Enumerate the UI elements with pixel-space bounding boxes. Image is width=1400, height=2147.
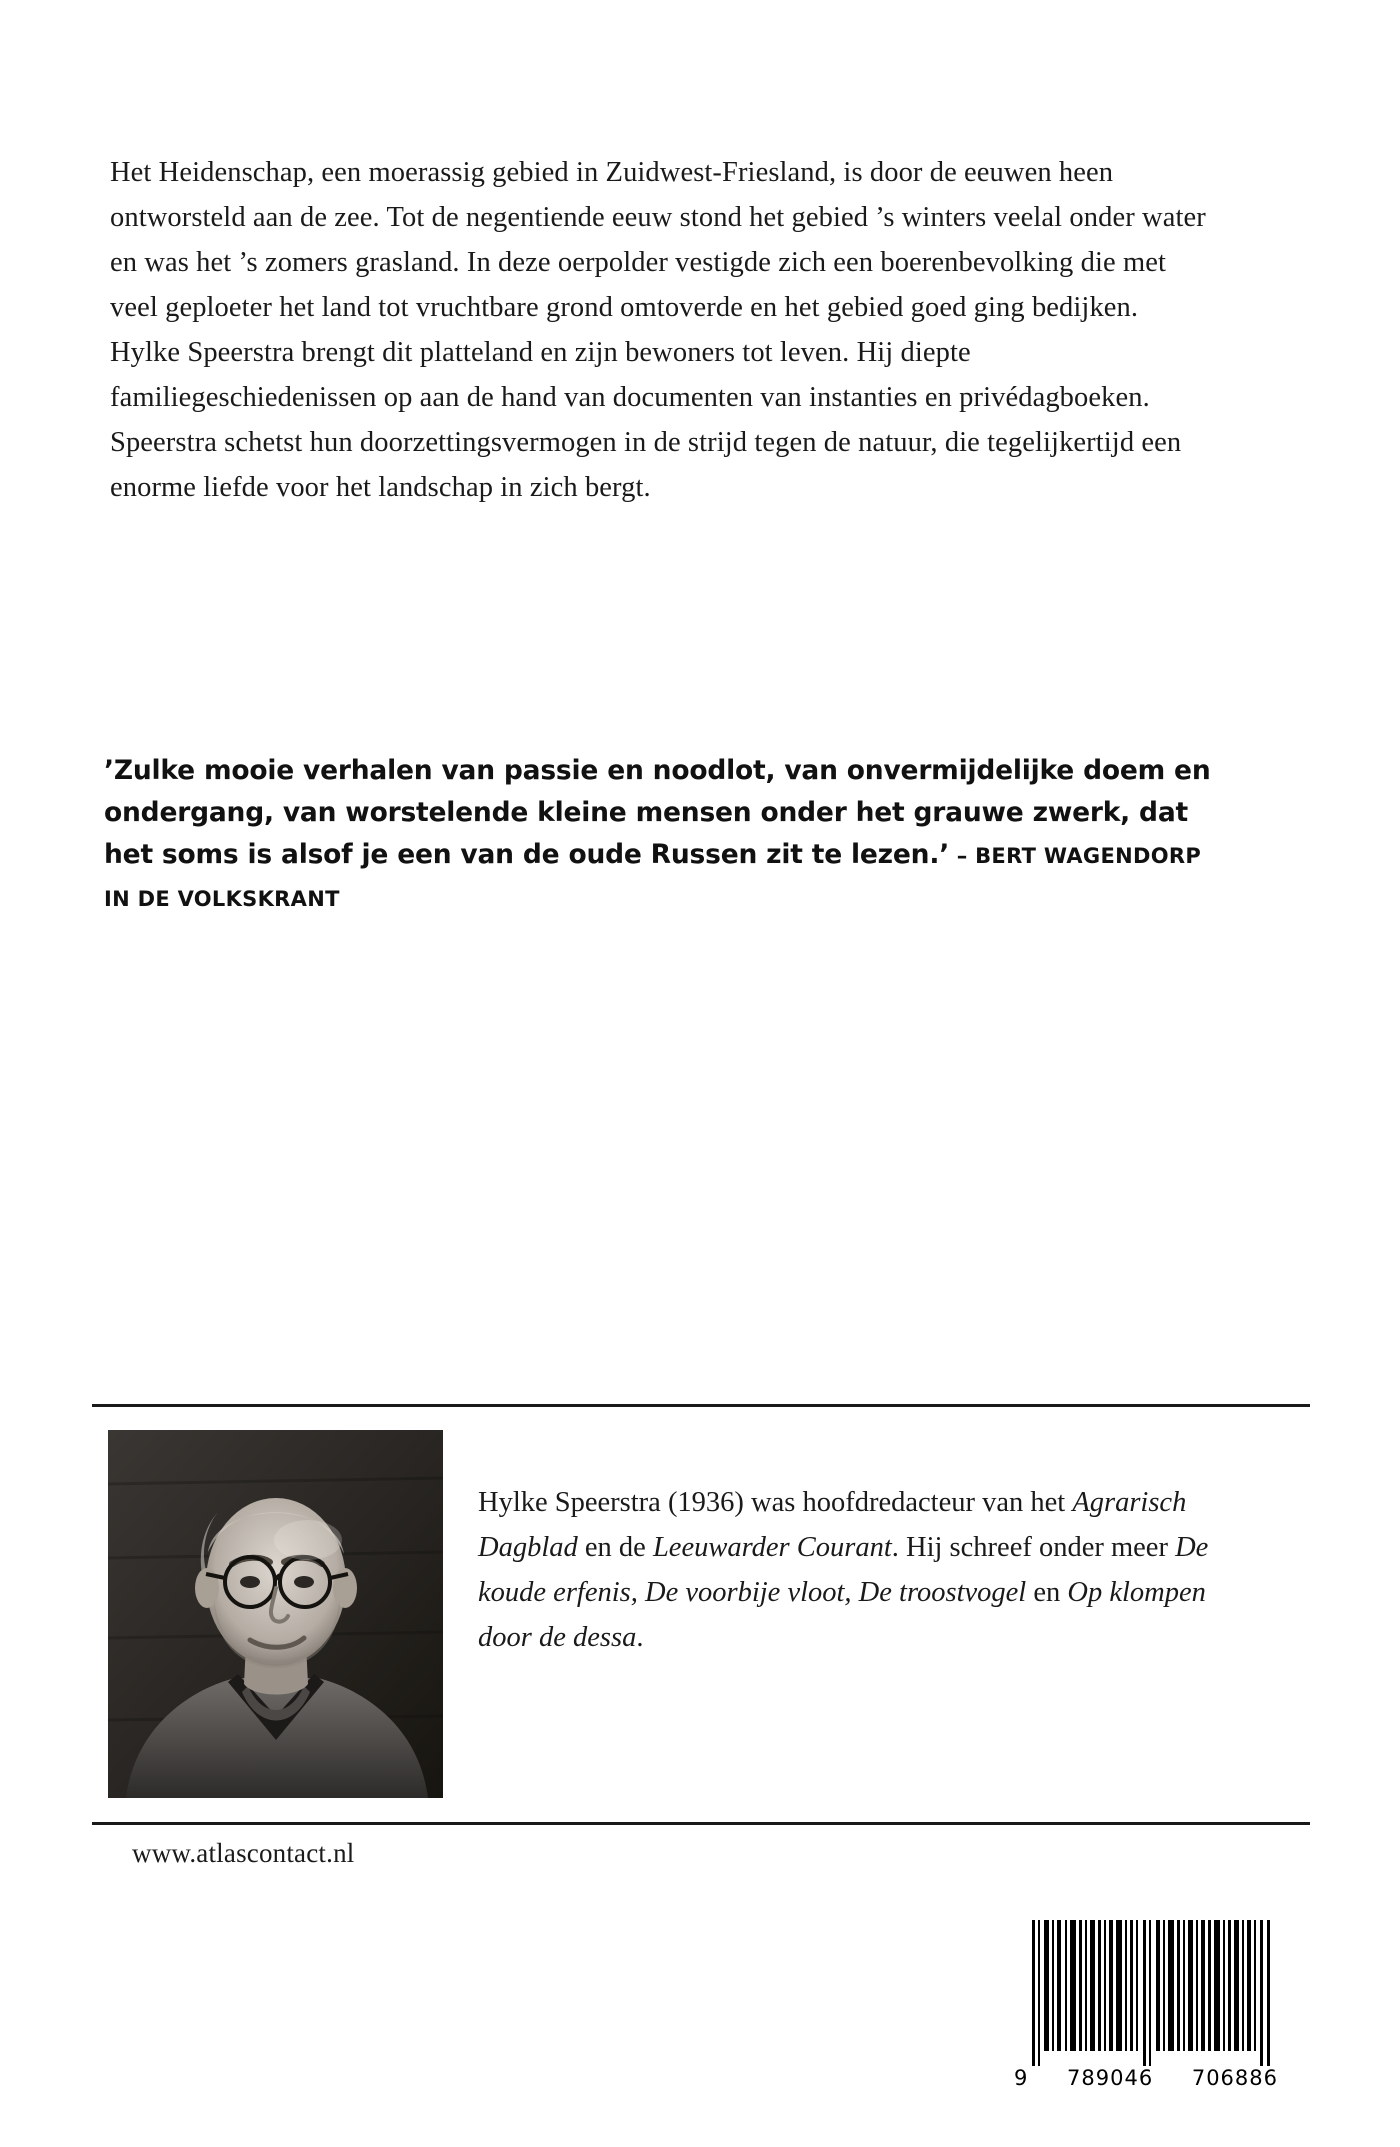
author-bio-title-4: Op klompen door de dessa (478, 1577, 1206, 1653)
pull-quote-attribution-prefix: – BERT WAGENDORP IN (104, 844, 1202, 911)
author-bio-part-2: en de (577, 1532, 653, 1563)
author-bio-title-3: De koude erfenis, De voorbije vloot, De troostvogel (478, 1532, 1209, 1608)
author-photo (108, 1430, 443, 1798)
pull-quote (104, 750, 1224, 920)
barcode-digits (1014, 2066, 1278, 2090)
divider-bottom (92, 1822, 1310, 1825)
publisher-website-link[interactable]: www.atlascontact.nl (132, 1838, 355, 1868)
author-bio-title-2: Leeuwarder Courant (652, 1532, 892, 1563)
divider-top (92, 1404, 1310, 1407)
author-bio-part-1: Hylke Speerstra (1936) was hoofdredacteur van het (478, 1487, 1073, 1518)
barcode-bars-icon (1028, 1920, 1278, 2066)
barcode-lead-digit: 9 (1014, 2066, 1029, 2090)
author-bio-part-3: . Hij schreef onder meer (891, 1532, 1176, 1563)
author-bio (478, 1480, 1238, 1660)
author-bio-part-4: en (1026, 1577, 1068, 1608)
pull-quote-text: ’Zulke mooie verhalen van passie en noodlot, van onvermijdelijke doem en ondergang, van worstelende kleine mensen onder het grauwe zwerk, dat het soms is alsof je een van de oude Russen zit te lezen.’ (104, 755, 1211, 870)
author-bio-part-5: . (636, 1622, 644, 1653)
pull-quote-source: DE VOLKSKRANT (137, 887, 340, 911)
barcode (1014, 1920, 1278, 2095)
author-bio-title-1: Agrarisch Dagblad (478, 1487, 1187, 1563)
author-portrait-icon (108, 1430, 443, 1798)
barcode-group-left: 789046 (1067, 2066, 1154, 2090)
barcode-group-right: 706886 (1191, 2066, 1278, 2090)
blurb-text: Het Heidenschap, een moerassig gebied in Zuidwest-Friesland, is door de eeuwen heen ontworsteld aan de zee. Tot de negentiende eeuw stond het gebied ’s winters veelal onder water en was het ’s zomers grasland. In deze oerpolder vestigde zich een boerenbevolking die met veel geploeter het land tot vruchtbare grond omtoverde en het gebied goed ging bedijken. Hylke Speerstra brengt dit platteland en zijn bewoners tot leven. Hij diepte familiegeschiedenissen op aan de hand van documenten van instanties en privédagboeken. Speerstra schetst hun doorzettingsvermogen in de strijd tegen de natuur, die tegelijkertijd een enorme liefde voor het landschap in zich bergt. (110, 157, 1206, 503)
